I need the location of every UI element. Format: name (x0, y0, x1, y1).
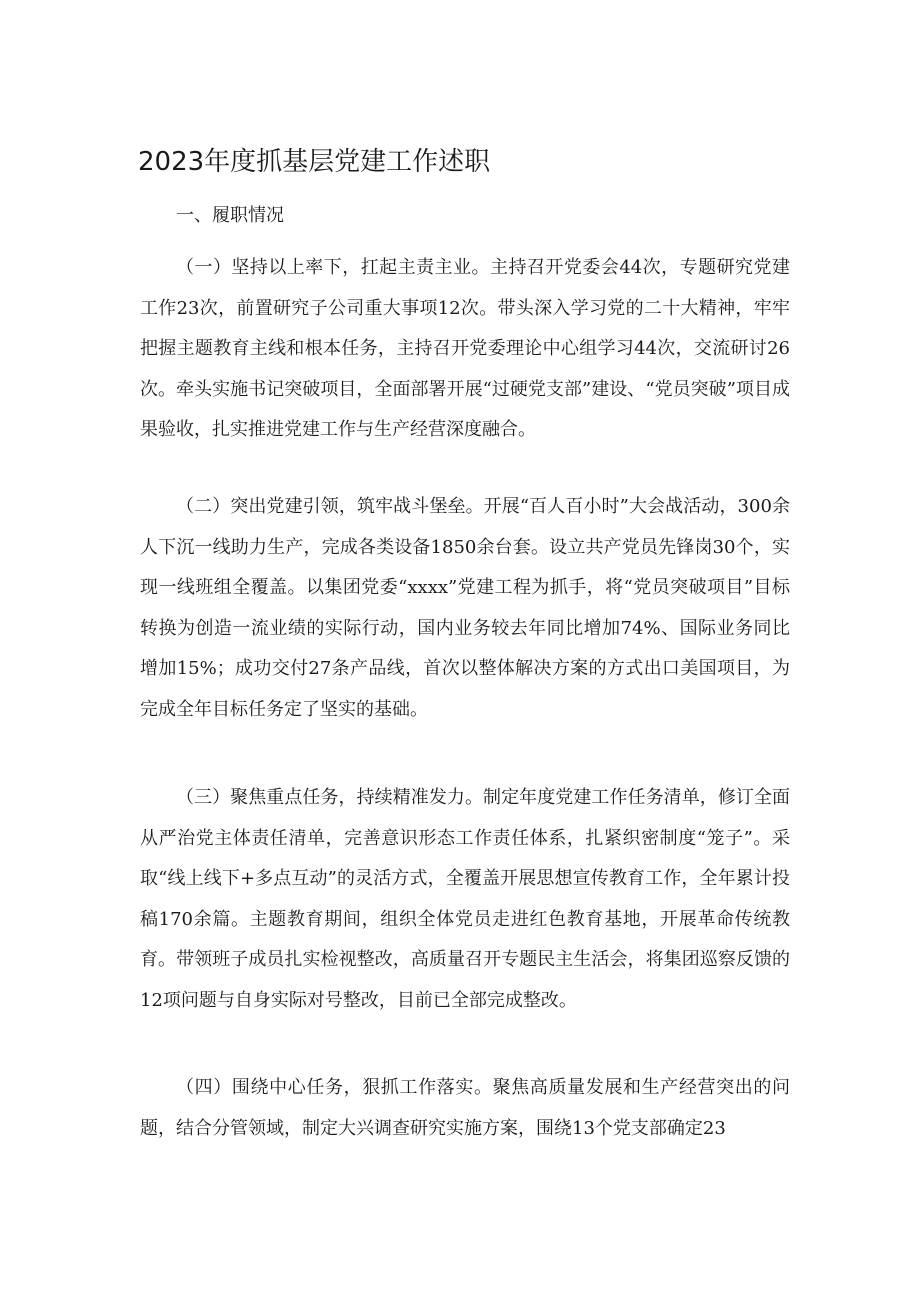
paragraph-2: （二）突出党建引领，筑牢战斗堡垒。开展“百人百小时”大会战活动，300余人下沉一线助力生产，完成各类设备1850余台套。设立共产党员先锋岗30个，实现一线班组全覆盖。以集团党委“xxxx”党建工程为抓手，将“党员突破项目”目标转换为创造一流业绩的实际行动，国内业务较去年同比增加74%、国际业务同比增加15%；成功交付27条产品线，首次以整体解决方案的方式出口美国项目，为完成全年目标任务定了坚实的基础。 (140, 496, 790, 720)
paragraph-4: （四）围绕中心任务，狠抓工作落实。聚焦高质量发展和生产经营突出的问题，结合分管领域，制定大兴调查研究实施方案，围绕13个党支部确定23 (140, 1077, 790, 1139)
document-title: 2023年度抓基层党建工作述职 (138, 147, 491, 177)
paragraph-3: （三）聚焦重点任务，持续精准发力。制定年度党建工作任务清单，修订全面从严治党主体责任清单，完善意识形态工作责任体系，扎紧织密制度“笼子”。采取“线上线下+多点互动”的灵活方式，全覆盖开展思想宣传教育工作，全年累计投稿170余篇。主题教育期间，组织全体党员走进红色教育基地，开展革命传统教育。带领班子成员扎实检视整改，高质量召开专题民主生活会，将集团巡察反馈的12项问题与自身实际对号整改，目前已全部完成整改。 (140, 787, 790, 1011)
section-heading: 一、履职情况 (176, 205, 284, 226)
paragraph-1: （一）坚持以上率下，扛起主责主业。主持召开党委会44次，专题研究党建工作23次，前置研究子公司重大事项12次。带头深入学习党的二十大精神，牢牢把握主题教育主线和根本任务，主持召开党委理论中心组学习44次，交流研讨26次。牵头实施书记突破项目，全面部署开展“过硬党支部”建设、“党员突破”项目成果验收，扎实推进党建工作与生产经营深度融合。 (140, 257, 790, 440)
